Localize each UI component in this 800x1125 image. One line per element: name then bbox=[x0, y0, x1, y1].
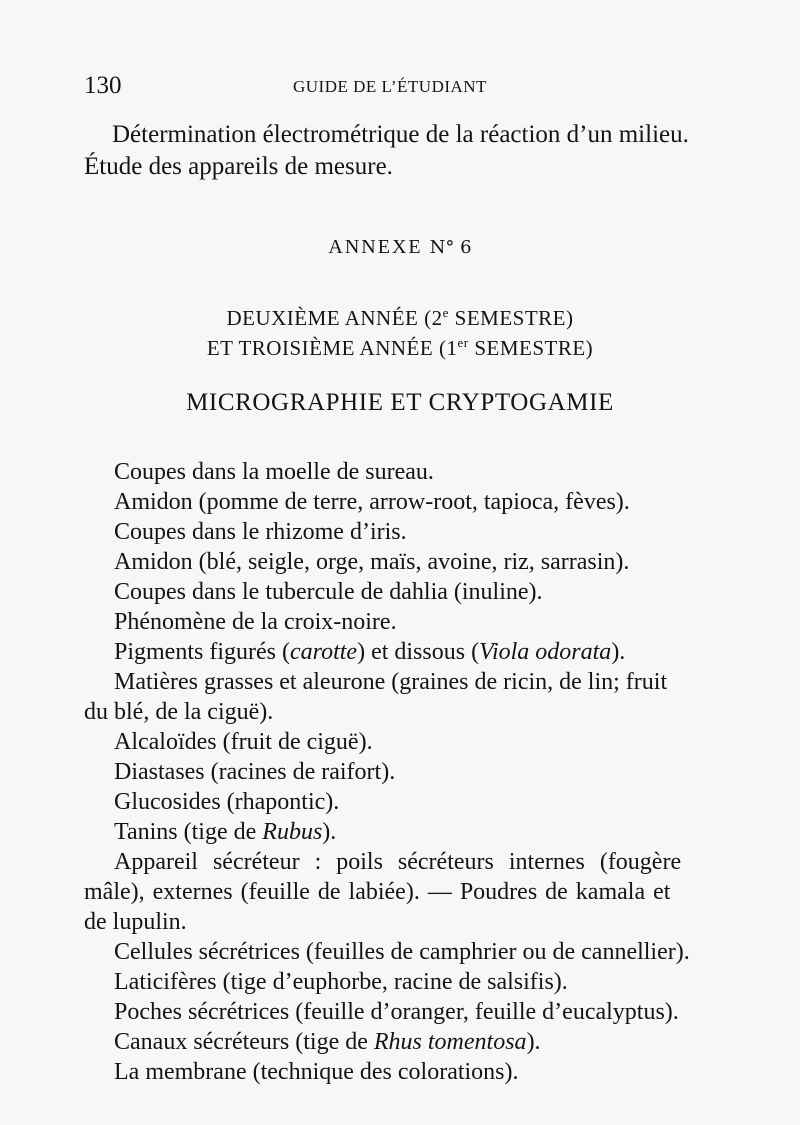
list-item-text: Amidon (blé, seigle, orge, maïs, avoine, riz, sarrasin). bbox=[114, 549, 630, 575]
list-item-text: Coupes dans la moelle de sureau. bbox=[114, 459, 434, 485]
list-item-text: Alcaloïdes (fruit de ciguë). bbox=[114, 729, 373, 755]
semester-2-suffix: SEMESTRE) bbox=[468, 336, 594, 360]
page-header bbox=[84, 72, 744, 102]
list-item-text: de lupulin. bbox=[84, 909, 187, 935]
list-item-text: Poches sécrétrices (feuille d’oranger, feuille d’eucalyptus). bbox=[114, 999, 679, 1025]
list-item bbox=[0, 819, 800, 846]
running-title: GUIDE DE L’ÉTUDIANT bbox=[293, 77, 487, 96]
lead-line-1: Détermination électrométrique de la réaction d’un milieu. bbox=[112, 121, 689, 148]
list-item-italic: Rhus tomentosa bbox=[373, 1029, 527, 1055]
semester-2-sup: er bbox=[457, 335, 469, 350]
semester-1-suffix: SEMESTRE) bbox=[448, 306, 574, 330]
list-item-text: ) et dissous ( bbox=[357, 639, 480, 665]
list-item-text: Coupes dans le rhizome d’iris. bbox=[114, 519, 407, 545]
list-item-text: Laticifères (tige d’euphorbe, racine de salsifis). bbox=[114, 969, 568, 995]
semester-line-2 bbox=[0, 335, 800, 361]
list-item-text: mâle), externes (feuille de labiée). — Poudres de kamala et bbox=[84, 879, 671, 905]
list-item-text-wrap bbox=[114, 819, 336, 845]
list-item-italic: Viola odorata bbox=[479, 639, 612, 665]
list-item-text: ). bbox=[322, 819, 337, 845]
list-item-text-wrap bbox=[114, 1029, 541, 1055]
list-item-text: Coupes dans le tubercule de dahlia (inuline). bbox=[114, 579, 543, 605]
list-item bbox=[0, 1029, 800, 1056]
list-item-text: Appareil sécréteur : poils sécréteurs internes (fougère bbox=[114, 849, 682, 875]
list-item-italic: carotte bbox=[289, 639, 358, 665]
list-item-text: Diastases (racines de raifort). bbox=[114, 759, 396, 785]
semester-1-sup: e bbox=[442, 305, 449, 320]
list-item-text-wrap bbox=[114, 639, 625, 665]
annex-heading bbox=[0, 236, 800, 259]
semester-line-1 bbox=[0, 305, 800, 331]
list-item-text: Matières grasses et aleurone (graines de ricin, de lin; fruit bbox=[114, 669, 668, 695]
list-item-text: Cellules sécrétrices (feuilles de camphrier ou de cannellier). bbox=[114, 939, 690, 965]
list-item-text: Phénomène de la croix-noire. bbox=[114, 609, 397, 635]
annex-number: N° 6 bbox=[429, 237, 472, 258]
annex-label: ANNEXE bbox=[328, 236, 423, 258]
list-item-text: ). bbox=[611, 639, 626, 665]
semester-1-prefix: DEUXIÈME ANNÉE (2 bbox=[226, 306, 443, 330]
list-item-text: ). bbox=[526, 1029, 541, 1055]
list-item-italic: Rubus bbox=[262, 819, 323, 845]
section-title: MICROGRAPHIE ET CRYPTOGAMIE bbox=[186, 389, 614, 416]
list-item-text: La membrane (technique des colorations). bbox=[114, 1059, 519, 1085]
list-item-text: Pigments figurés ( bbox=[114, 639, 290, 665]
list-item-text: Canaux sécréteurs (tige de bbox=[114, 1029, 374, 1055]
list-item-text: Glucosides (rhapontic). bbox=[114, 789, 340, 815]
list-item-text: Amidon (pomme de terre, arrow-root, tapioca, fèves). bbox=[114, 489, 630, 515]
page-number: 130 bbox=[84, 72, 122, 99]
list-item bbox=[0, 639, 800, 666]
lead-line-2: Étude des appareils de mesure. bbox=[84, 153, 393, 180]
semester-2-prefix: ET TROISIÈME ANNÉE (1 bbox=[206, 336, 458, 360]
list-item-text: Tanins (tige de bbox=[114, 819, 263, 845]
list-item-text: du blé, de la ciguë). bbox=[84, 699, 274, 725]
